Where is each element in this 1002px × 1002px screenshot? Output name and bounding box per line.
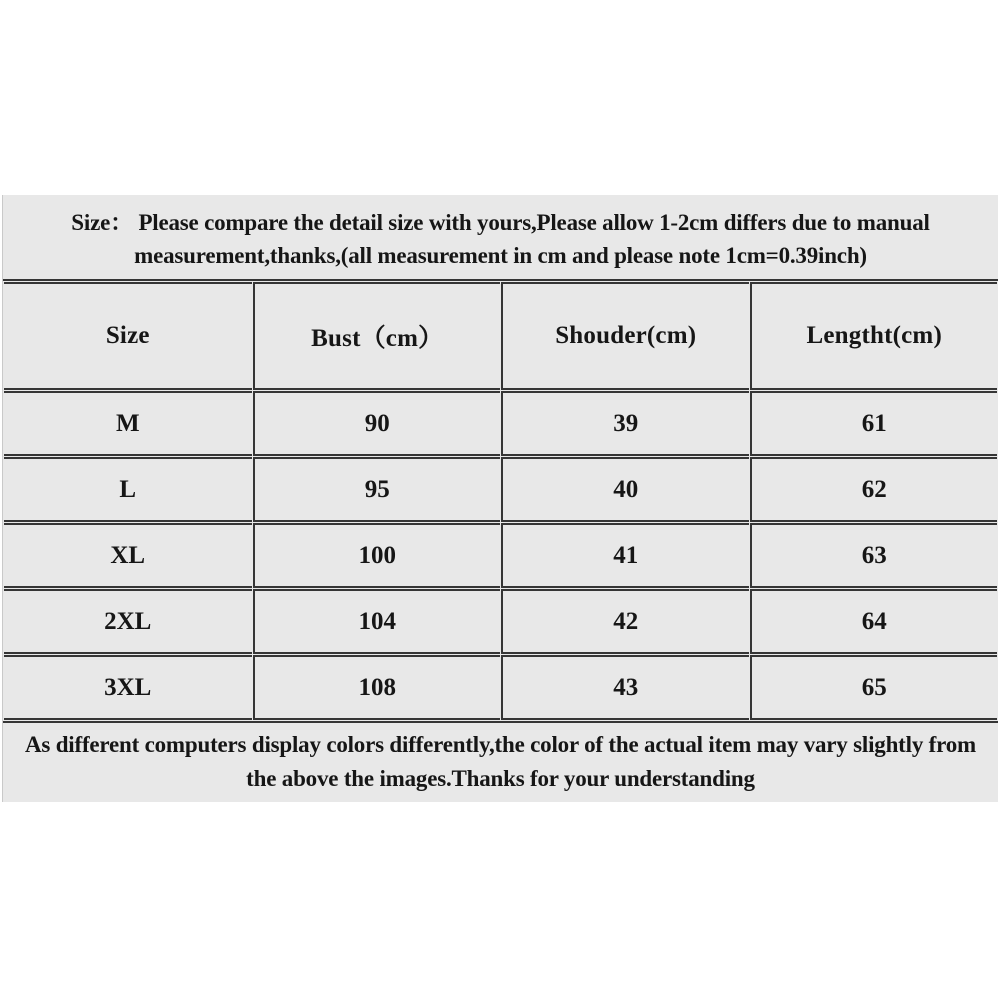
shoulder-value-cell: 39: [501, 391, 749, 456]
length-value-cell: 63: [750, 523, 998, 588]
length-value-cell: 65: [750, 655, 998, 720]
table-row-l: [4, 457, 997, 522]
color-disclaimer: [3, 721, 998, 802]
size-table: [3, 281, 998, 721]
shoulder-value-cell: 42: [501, 589, 749, 654]
column-header-bust: Bust（cm）: [253, 282, 501, 390]
size-table-header-row: [4, 282, 997, 390]
size-label-cell: L: [4, 457, 252, 522]
shoulder-value-cell: 41: [501, 523, 749, 588]
shoulder-value-cell: 43: [501, 655, 749, 720]
size-label-cell: M: [4, 391, 252, 456]
bust-value-cell: 95: [253, 457, 501, 522]
color-disclaimer-line-1: As different computers display colors differently,the color of the actual item may vary slightly from: [25, 732, 976, 757]
bust-value-cell: 104: [253, 589, 501, 654]
table-row-xl: [4, 523, 997, 588]
column-header-length: Lengtht(cm): [750, 282, 998, 390]
column-header-shoulder: Shouder(cm): [501, 282, 749, 390]
measurement-note-line-2: measurement,thanks,(all measurement in cm and please note 1cm=0.39inch): [134, 243, 867, 268]
size-label-cell: 3XL: [4, 655, 252, 720]
bust-value-cell: 100: [253, 523, 501, 588]
shoulder-value-cell: 40: [501, 457, 749, 522]
measurement-note-line-1: Size： Please compare the detail size with yours,Please allow 1-2cm differs due to manual: [71, 210, 930, 235]
bust-value-cell: 108: [253, 655, 501, 720]
color-disclaimer-line-2: the above the images.Thanks for your understanding: [246, 766, 755, 791]
size-chart-panel: [2, 195, 998, 802]
length-value-cell: 61: [750, 391, 998, 456]
length-value-cell: 64: [750, 589, 998, 654]
length-value-cell: 62: [750, 457, 998, 522]
size-label-cell: 2XL: [4, 589, 252, 654]
column-header-size: Size: [4, 282, 252, 390]
size-label-cell: XL: [4, 523, 252, 588]
table-row-2xl: [4, 589, 997, 654]
table-row-3xl: [4, 655, 997, 720]
measurement-note: [3, 195, 998, 281]
table-row-m: [4, 391, 997, 456]
bust-value-cell: 90: [253, 391, 501, 456]
